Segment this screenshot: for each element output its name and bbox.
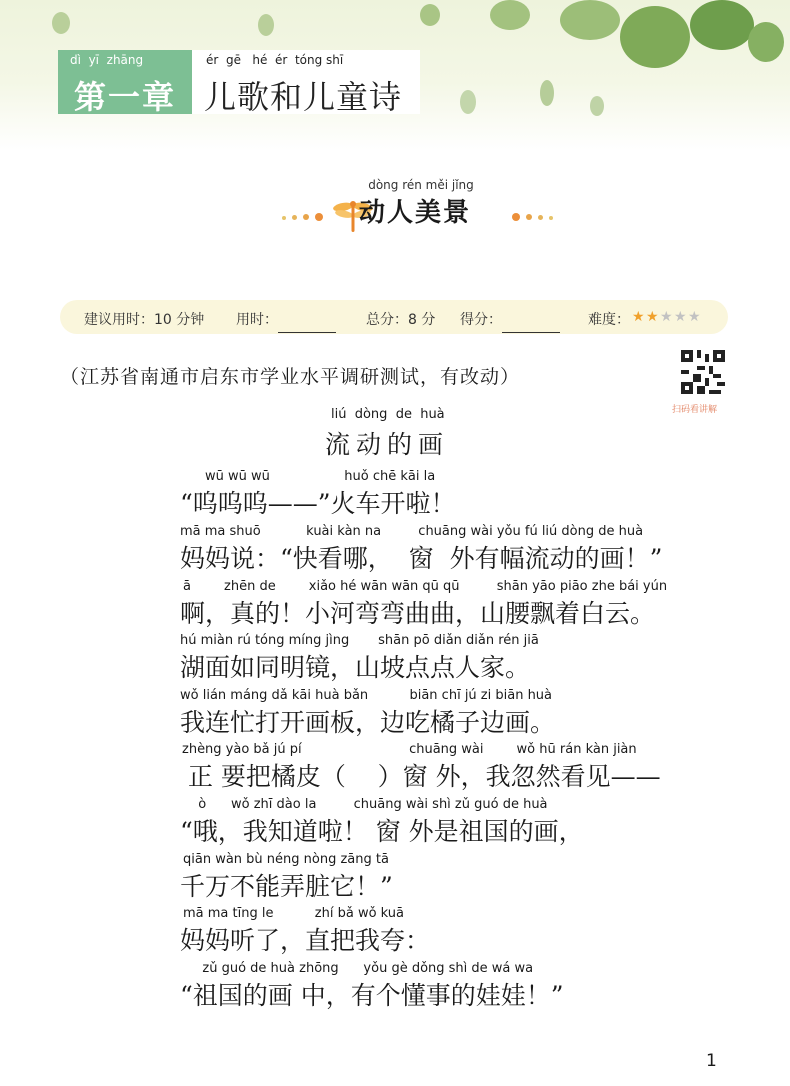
chapter-number-box xyxy=(58,50,192,114)
poem-line-text: 妈妈说：“快看哪， 窗 外有幅流动的画！” xyxy=(180,544,663,573)
tree-decoration xyxy=(540,80,554,106)
poem-title-pinyin: liú dòng de huà xyxy=(331,407,445,422)
tree-decoration xyxy=(420,4,440,26)
chapter-title: 儿歌和儿童诗 xyxy=(204,78,403,116)
dot xyxy=(526,214,532,220)
qr-code-icon[interactable] xyxy=(681,350,725,394)
poem-line-pinyin: hú miàn rú tóng míng jìng shān pō diǎn diǎn rén jiā xyxy=(180,633,539,648)
time-used xyxy=(236,309,278,329)
tree-decoration xyxy=(748,22,784,62)
qr-code-label: 扫码看讲解 xyxy=(672,405,718,415)
poem-line-pinyin: zhèng yào bǎ jú pí chuāng wài wǒ hū rán kàn jiàn xyxy=(182,742,637,757)
poem-line-pinyin: wǒ lián máng dǎ kāi huà bǎn biān chī jú zi biān huà xyxy=(180,688,553,703)
poem-title: 流动的画 xyxy=(325,430,450,459)
poem-line-pinyin: qiān wàn bù néng nòng zāng tā xyxy=(183,852,389,867)
chapter-number: 第一章 xyxy=(74,78,177,116)
difficulty-star-2: ★ xyxy=(646,309,659,325)
poem-line-text: 正 要把橘皮（ ）窗 外，我忽然看见—— xyxy=(180,762,661,791)
exercise-info-bar xyxy=(60,300,728,334)
tree-decoration xyxy=(620,6,690,68)
source-note: （江苏省南通市启东市学业水平调研测试，有改动） xyxy=(60,366,521,388)
poem-line-text: 我连忙打开画板，边吃橘子边画。 xyxy=(180,708,556,737)
tree-decoration xyxy=(460,90,476,114)
poem-line-text: 妈妈听了，直把我夸： xyxy=(180,926,431,955)
poem-line-pinyin: mā ma shuō kuài kàn na chuāng wài yǒu fú liú dòng de huà xyxy=(180,524,644,539)
dot xyxy=(549,216,553,220)
difficulty-star-1: ★ xyxy=(632,309,645,325)
difficulty-label: 难度： xyxy=(588,312,630,328)
score-blank xyxy=(502,318,560,333)
poem-line-pinyin: ò wǒ zhī dào la chuāng wài shì zǔ guó de huà xyxy=(190,797,548,812)
section-heading xyxy=(0,178,790,229)
poem-line-text: 千万不能弄脏它！” xyxy=(180,872,393,901)
poem-line-text: “祖国的画 中，有个懂事的娃娃！” xyxy=(180,981,564,1010)
poem-line-pinyin: mā ma tīng le zhí bǎ wǒ kuā xyxy=(183,906,404,921)
poem-line-text: “哦，我知道啦！ 窗 外是祖国的画， xyxy=(180,817,584,846)
section-title: 动人美景 xyxy=(358,198,471,228)
difficulty-star-4: ★ xyxy=(674,309,687,325)
section-title-pinyin: dòng rén měi jǐng xyxy=(368,178,474,192)
poem-line-text: 湖面如同明镜，山坡点点人家。 xyxy=(180,653,531,682)
tree-decoration xyxy=(258,14,274,36)
page-number: 1 xyxy=(706,1051,717,1071)
difficulty-star-5: ★ xyxy=(688,309,701,325)
score xyxy=(460,309,502,329)
tree-decoration xyxy=(560,0,620,40)
time-used-label: 用时： xyxy=(236,312,278,328)
time-used-blank xyxy=(278,318,336,333)
poem-line-text: “呜呜呜——”火车开啦！ xyxy=(180,489,456,518)
chapter-title-box xyxy=(192,50,420,114)
difficulty-star-3: ★ xyxy=(660,309,673,325)
chapter-title-pinyin: ér gē hé ér tóng shī xyxy=(206,53,344,67)
dot xyxy=(512,213,520,221)
poem-line-pinyin: zǔ guó de huà zhōng yǒu gè dǒng shì de wá wa xyxy=(190,961,534,976)
tree-decoration xyxy=(52,12,70,34)
tree-decoration xyxy=(590,96,604,116)
score-label: 得分： xyxy=(460,312,502,328)
poem-line-text: 啊，真的！小河弯弯曲曲，山腰飘着白云。 xyxy=(180,599,656,628)
dot xyxy=(538,215,543,220)
tree-decoration xyxy=(690,0,754,50)
suggested-time: 建议用时：10 分钟 xyxy=(84,312,205,328)
poem-line-pinyin: ā zhēn de xiǎo hé wān wān qū qū shān yāo piāo zhe bái yún xyxy=(183,579,668,594)
chapter-number-pinyin: dì yī zhāng xyxy=(70,53,144,67)
tree-decoration xyxy=(490,0,530,30)
poem-line-pinyin: wū wū wū huǒ chē kāi la xyxy=(205,469,436,484)
total-score: 总分：8 分 xyxy=(366,312,436,328)
chapter-heading xyxy=(58,50,420,114)
